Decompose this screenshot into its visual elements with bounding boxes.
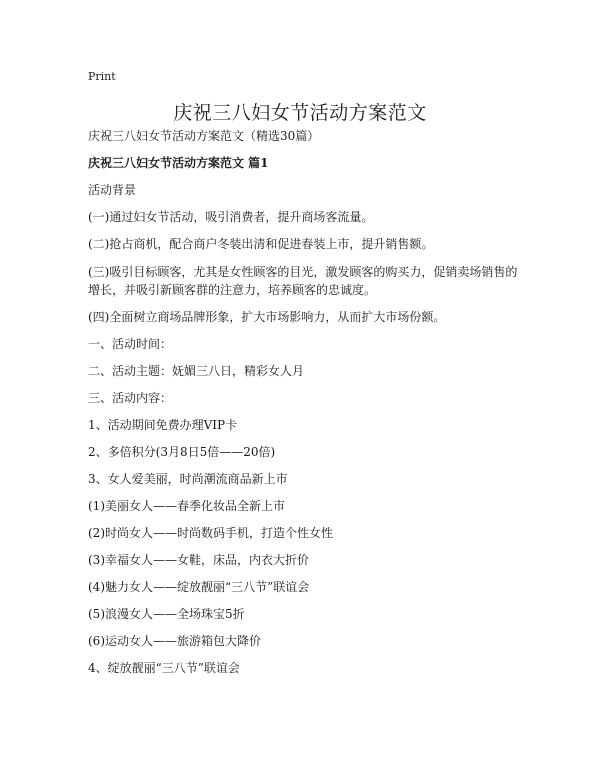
doc-line: 2、多倍积分(3月8日5倍——20倍) xyxy=(88,445,276,459)
doc-line: 3、女人爱美丽，时尚潮流商品新上市 xyxy=(88,472,288,486)
doc-line: (一)通过妇女节活动，吸引消费者，提升商场客流量。 xyxy=(88,210,374,224)
doc-line: (四)全面树立商场品牌形象，扩大市场影响力，从而扩大市场份额。 xyxy=(88,310,446,324)
document-title: 庆祝三八妇女节活动方案范文 xyxy=(173,102,427,124)
doc-line: (1)美丽女人——春季化妆品全新上市 xyxy=(88,499,285,513)
doc-line: 二、活动主题：妩媚三八日，精彩女人月 xyxy=(88,364,305,378)
doc-line: 三、活动内容： xyxy=(88,391,173,405)
doc-line: (二)抢占商机，配合商户冬装出清和促进春装上市，提升销售额。 xyxy=(88,237,434,251)
doc-line: (5)浪漫女人——全场珠宝5折 xyxy=(88,607,245,621)
doc-line: (6)运动女人——旅游箱包大降价 xyxy=(88,634,261,648)
doc-line: 1、活动期间免费办理VIP卡 xyxy=(88,418,238,432)
doc-line: (三)吸引目标顾客，尤其是女性顾客的目光，激发顾客的购买力，促销卖场销售的增长，并吸引新顾客群的注意力，培养顾客的忠诚度。 xyxy=(88,265,518,297)
doc-line: (4)魅力女人——绽放靓丽“三八节”联谊会 xyxy=(88,580,310,594)
doc-line: 一、活动时间： xyxy=(88,337,173,351)
doc-line: (2)时尚女人——时尚数码手机，打造个性女性 xyxy=(88,526,333,540)
doc-line: 庆祝三八妇女节活动方案范文 篇1 xyxy=(88,156,269,170)
doc-line: 活动背景 xyxy=(88,183,137,197)
doc-line: (3)幸福女人——女鞋，床品，内衣大折价 xyxy=(88,553,309,567)
document-body xyxy=(88,128,518,687)
doc-line: 4、绽放靓丽“三八节”联谊会 xyxy=(88,661,240,675)
doc-line: 庆祝三八妇女节活动方案范文（精选30篇） xyxy=(88,129,320,143)
print-label: Print xyxy=(88,70,116,83)
